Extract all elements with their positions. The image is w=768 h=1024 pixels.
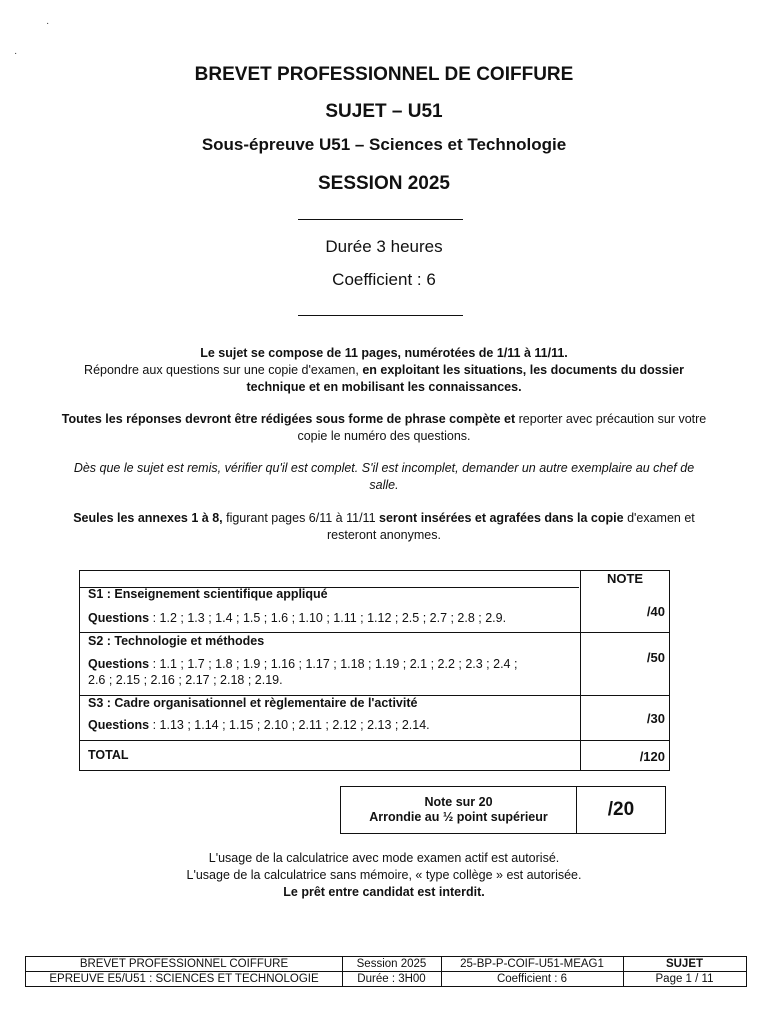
note-sur-20-box: [340, 786, 666, 834]
footer-cell: 25-BP-P-COIF-U51-MEAG1: [460, 958, 604, 970]
note-header: NOTE: [606, 571, 644, 586]
instructions-answers: Toutes les réponses devront être rédigées sous forme de phrase compète et reporter avec précaution sur votre copie le numéro des questions.: [61, 412, 707, 443]
section-title: S3 : Cadre organisationnel et règlementaire de l'activité: [88, 696, 418, 710]
section-questions: Questions : 1.2 ; 1.3 ; 1.4 ; 1.5 ; 1.6 ; 1.10 ; 1.11 ; 1.12 ; 2.5 ; 2.7 ; 2.8 ; 2.9.: [88, 611, 507, 625]
footer-cell: BREVET PROFESSIONNEL COIFFURE: [79, 958, 289, 970]
calculator-rules: L'usage de la calculatrice avec mode examen actif est autorisé. L'usage de la calculatrice sans mémoire, « type collège » est autorisée. Le prêt entre candidat est interdit.: [186, 851, 582, 899]
instructions-pages: Le sujet se compose de 11 pages, numérotées de 1/11 à 11/11. Répondre aux questions sur une copie d'examen, en exploitant les situations, les documents du dossier technique et en mobilisant les connaissances.: [84, 346, 684, 394]
section-questions: Questions : 1.13 ; 1.14 ; 1.15 ; 2.10 ; 2.11 ; 2.12 ; 2.13 ; 2.14.: [88, 718, 430, 732]
exam-session: SESSION 2025: [317, 173, 451, 194]
total-label: TOTAL: [88, 748, 129, 762]
section-questions: Questions : 1.1 ; 1.7 ; 1.8 ; 1.9 ; 1.16 ; 1.17 ; 1.18 ; 1.19 ; 2.1 ; 2.2 ; 2.3 ; 2.4 ;: [88, 657, 518, 671]
section-points: /40: [646, 604, 665, 619]
exam-title: BREVET PROFESSIONNEL DE COIFFURE: [194, 64, 574, 85]
section-title: S2 : Technologie et méthodes: [88, 634, 265, 648]
instructions-annexes: Seules les annexes 1 à 8, figurant pages 6/11 à 11/11 seront insérées et agrafées dans la copie d'examen et resteront anonymes.: [73, 511, 695, 542]
total-points: /120: [639, 749, 665, 764]
scan-mark: ·: [46, 18, 50, 29]
exam-duration: Durée 3 heures: [325, 237, 443, 256]
footer-cell: Page 1 / 11: [655, 973, 714, 985]
scan-mark: ·: [14, 48, 18, 59]
instructions-check: Dès que le sujet est remis, vérifier qu'il est complet. S'il est incomplet, demander un autre exemplaire au chef de salle.: [73, 461, 695, 492]
section-questions-cont: 2.6 ; 2.15 ; 2.16 ; 2.17 ; 2.18 ; 2.19.: [88, 673, 283, 687]
exam-sub-exam: Sous-épreuve U51 – Sciences et Technologie: [201, 135, 567, 154]
divider: [298, 219, 463, 220]
note-sur-20-label: Note sur 20 Arrondie au ½ point supérieur: [369, 795, 548, 824]
note-sur-20-value: /20: [607, 799, 635, 820]
footer-table: [25, 956, 747, 987]
footer-cell: Session 2025: [356, 958, 427, 970]
exam-coefficient: Coefficient : 6: [332, 270, 436, 289]
section-points: /30: [646, 711, 665, 726]
divider: [298, 315, 463, 316]
exam-subject: SUJET – U51: [325, 101, 443, 122]
section-title: S1 : Enseignement scientifique appliqué: [88, 587, 328, 601]
footer-cell: Coefficient : 6: [496, 973, 568, 985]
section-points: /50: [646, 650, 665, 665]
footer-cell: EPREUVE E5/U51 : SCIENCES ET TECHNOLOGIE: [49, 973, 319, 985]
grading-table: [79, 570, 670, 771]
footer-cell: Durée : 3H00: [357, 973, 426, 985]
footer-cell: SUJET: [665, 958, 704, 970]
